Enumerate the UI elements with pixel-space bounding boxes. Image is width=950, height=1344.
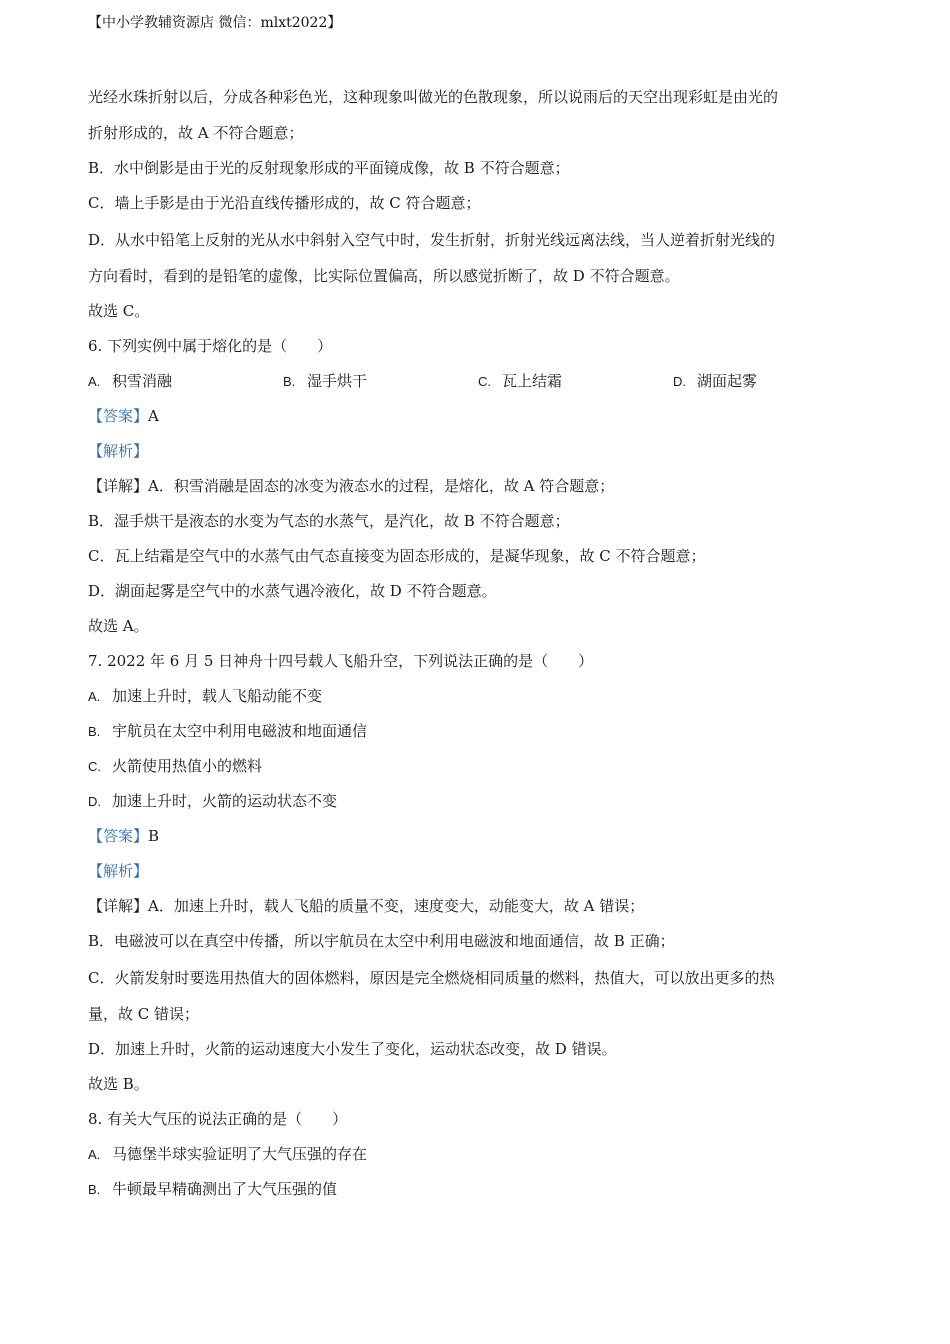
analysis-line bbox=[88, 854, 868, 889]
answer-value: A bbox=[148, 407, 159, 425]
detail-line bbox=[88, 889, 868, 924]
text-line: D．湖面起雾是空气中的水蒸气遇冷液化，故 D 不符合题意。 bbox=[88, 582, 497, 600]
option-text: 加速上升时，载人飞船动能不变 bbox=[112, 687, 323, 705]
option-c bbox=[88, 749, 868, 784]
text-line: C．瓦上结霜是空气中的水蒸气由气态直接变为固态形成的，是凝华现象，故 C 不符合题意； bbox=[88, 547, 706, 565]
option-a bbox=[88, 679, 868, 714]
answer-tag: 【答案】 bbox=[88, 407, 149, 425]
text-line: 量，故 C 错误； bbox=[88, 1005, 200, 1023]
question-stem: 7. 2022 年 6 月 5 日神舟十四号载人飞船升空，下列说法正确的是（ ） bbox=[88, 652, 594, 670]
text-line: 方向看时，看到的是铅笔的虚像，比实际位置偏高，所以感觉折断了，故 D 不符合题意。 bbox=[88, 267, 680, 285]
text-line: 故选 A。 bbox=[88, 617, 149, 635]
analysis-tag: 【解析】 bbox=[88, 862, 149, 880]
option-text: 牛顿最早精确测出了大气压强的值 bbox=[112, 1180, 338, 1198]
option-letter: A. bbox=[88, 374, 101, 389]
analysis-line bbox=[88, 434, 868, 469]
document-body bbox=[88, 78, 868, 1207]
text-line: 故选 B。 bbox=[88, 1075, 149, 1093]
option-text: 加速上升时，火箭的运动状态不变 bbox=[112, 792, 338, 810]
option-letter: C. bbox=[478, 374, 491, 389]
option-a bbox=[88, 1137, 868, 1172]
question-7 bbox=[88, 644, 868, 1102]
question-stem: 6. 下列实例中属于熔化的是（ ） bbox=[88, 337, 333, 355]
question-6 bbox=[88, 329, 868, 644]
question-8 bbox=[88, 1102, 868, 1207]
detail-tag: 【详解】 bbox=[88, 897, 149, 915]
detail-text: A．积雪消融是固态的冰变为液态水的过程，是熔化，故 A 符合题意； bbox=[148, 477, 615, 495]
option-letter: B. bbox=[283, 374, 296, 389]
option-letter: B. bbox=[88, 1182, 101, 1197]
option-letter: D. bbox=[88, 794, 101, 809]
option-text: 湖面起雾 bbox=[697, 372, 758, 390]
text-line: C．墙上手影是由于光沿直线传播形成的，故 C 符合题意； bbox=[88, 194, 481, 212]
option-b bbox=[283, 364, 478, 399]
answer-line bbox=[88, 399, 868, 434]
option-letter: A. bbox=[88, 689, 101, 704]
option-text: 瓦上结霜 bbox=[502, 372, 563, 390]
option-letter: C. bbox=[88, 759, 101, 774]
text-line: B．湿手烘干是液态的水变为气态的水蒸气，是汽化，故 B 不符合题意； bbox=[88, 512, 570, 530]
page-header: 【中小学教辅资源店 微信：mlxt2022】 bbox=[88, 15, 342, 31]
text-line: 折射形成的，故 A 不符合题意； bbox=[88, 124, 304, 142]
option-a bbox=[88, 364, 283, 399]
analysis-tag: 【解析】 bbox=[88, 442, 149, 460]
options-row bbox=[88, 364, 868, 399]
detail-text: A．加速上升时，载人飞船的质量不变，速度变大，动能变大，故 A 错误； bbox=[148, 897, 645, 915]
option-letter: B. bbox=[88, 724, 101, 739]
detail-tag: 【详解】 bbox=[88, 477, 149, 495]
option-b bbox=[88, 714, 868, 749]
text-line: 光经水珠折射以后，分成各种彩色光，这种现象叫做光的色散现象，所以说雨后的天空出现彩虹是由光的 bbox=[88, 88, 779, 106]
option-text: 宇航员在太空中利用电磁波和地面通信 bbox=[112, 722, 368, 740]
option-d bbox=[88, 784, 868, 819]
question-stem: 8. 有关大气压的说法正确的是（ ） bbox=[88, 1110, 348, 1128]
answer-value: B bbox=[148, 827, 160, 845]
text-line: B．电磁波可以在真空中传播，所以宇航员在太空中利用电磁波和地面通信，故 B 正确； bbox=[88, 932, 675, 950]
option-text: 积雪消融 bbox=[112, 372, 173, 390]
option-b bbox=[88, 1172, 868, 1207]
option-text: 火箭使用热值小的燃料 bbox=[112, 757, 263, 775]
option-d bbox=[673, 364, 868, 399]
answer-tag: 【答案】 bbox=[88, 827, 149, 845]
option-c bbox=[478, 364, 673, 399]
text-line: D．从水中铅笔上反射的光从水中斜射入空气中时，发生折射，折射光线远离法线，当人逆着折射光线的 bbox=[88, 231, 776, 249]
detail-line bbox=[88, 469, 868, 504]
text-line: B．水中倒影是由于光的反射现象形成的平面镜成像，故 B 不符合题意； bbox=[88, 159, 570, 177]
text-line: 故选 C。 bbox=[88, 302, 150, 320]
option-letter: A. bbox=[88, 1147, 101, 1162]
answer-line bbox=[88, 819, 868, 854]
option-text: 湿手烘干 bbox=[307, 372, 368, 390]
option-letter: D. bbox=[673, 374, 686, 389]
text-line: D．加速上升时，火箭的运动速度大小发生了变化，运动状态改变，故 D 错误。 bbox=[88, 1040, 617, 1058]
q5-explanation-tail bbox=[88, 78, 868, 329]
text-line: C．火箭发射时要选用热值大的固体燃料，原因是完全燃烧相同质量的燃料，热值大，可以放出更多的热 bbox=[88, 969, 775, 987]
option-text: 马德堡半球实验证明了大气压强的存在 bbox=[112, 1145, 368, 1163]
